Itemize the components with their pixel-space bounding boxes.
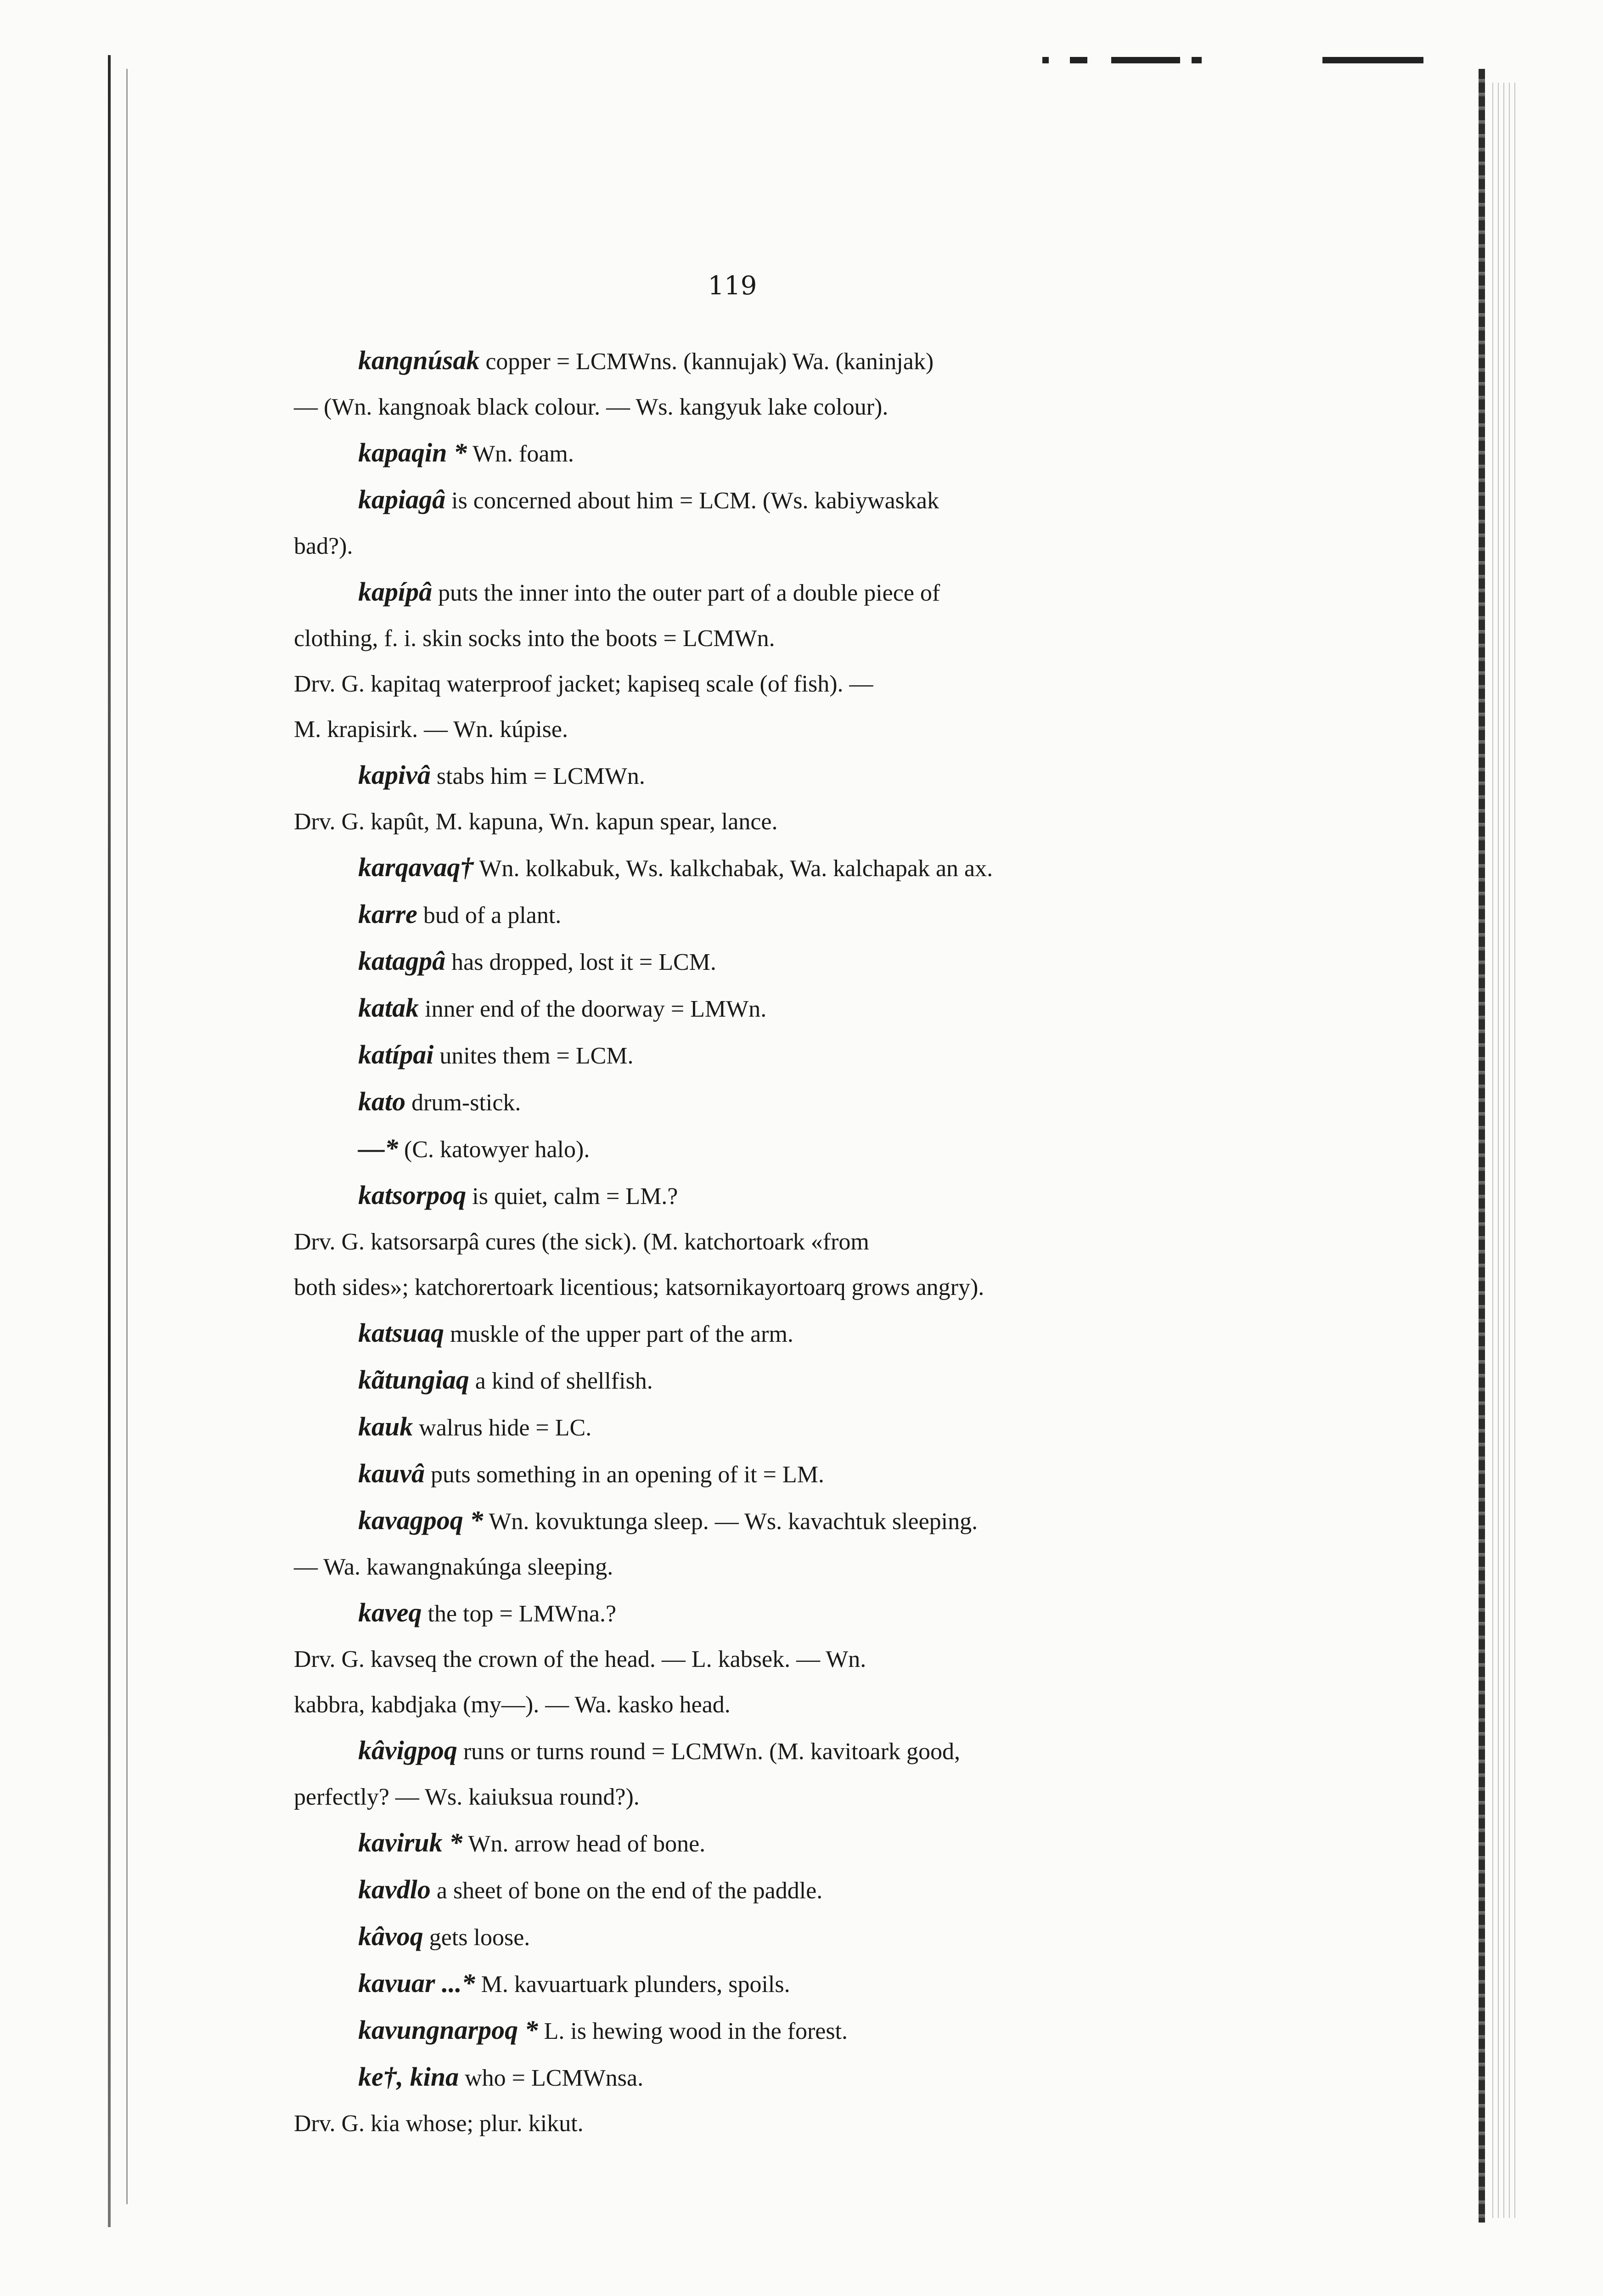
headword: kapaqin * [358,438,467,467]
entry-first-line [294,1125,1176,1172]
entry-first-line [294,1172,1176,1219]
entry-first-line [294,430,1176,477]
headword: kavuar ...* [358,1968,475,1998]
headword: katak [358,993,419,1023]
definition-text: Wn. arrow head of bone. [468,1831,706,1857]
entry-first-line [294,1497,1176,1544]
dictionary-entry [294,1590,1176,1728]
headword: kapiagâ [358,484,446,514]
entry-first-line [294,1451,1176,1497]
entry-first-line [294,1590,1176,1637]
headword: kavungnarpoq * [358,2015,538,2045]
entry-first-line [294,2007,1176,2054]
dictionary-entry [294,891,1176,938]
definition-text: drum-stick. [411,1090,521,1116]
definition-text: — (Wn. kangnoak black colour. — Ws. kangyuk lake colour). [294,394,889,420]
dictionary-entry [294,1497,1176,1590]
entry-first-line [294,844,1176,891]
definition-text: both sides»; katchorertoark licentious; katsornikayortoarq grows angry). [294,1274,984,1300]
definition-text: Drv. G. kia whose; plur. kikut. [294,2110,584,2137]
dictionary-entry [294,1310,1176,1357]
headword: —* [358,1133,398,1163]
page-edge-right-texture [1488,83,1520,2218]
definition-text: walrus hide = LC. [419,1415,592,1441]
definition-text: Drv. G. kapût, M. kapuna, Wn. kapun spear, lance. [294,809,778,835]
entry-first-line [294,1728,1176,1774]
headword: katípai [358,1040,434,1069]
definition-text: M. krapisirk. — Wn. kúpise. [294,716,568,743]
dictionary-entry [294,1125,1176,1172]
entry-first-line [294,1357,1176,1404]
headword: kapípâ [358,577,433,607]
definition-text: inner end of the doorway = LMWn. [425,996,767,1022]
dictionary-entry [294,1820,1176,1867]
dictionary-entry [294,2007,1176,2054]
entry-continuation-line [294,523,1176,569]
dictionary-entry [294,477,1176,569]
definition-text: copper = LCMWns. (kannujak) Wa. (kaninjak) [485,349,934,375]
entry-continuation-line [294,1265,1176,1310]
entry-continuation-line [294,2101,1176,2146]
headword: kaveq [358,1598,422,1627]
scan-marks-top [1033,54,1483,68]
definition-text: perfectly? — Ws. kaiuksua round?). [294,1784,640,1810]
definition-text: runs or turns round = LCMWn. (M. kavitoark good, [463,1739,961,1765]
headword: kato [358,1086,406,1116]
dictionary-entry [294,430,1176,477]
dictionary-entry [294,1079,1176,1125]
page-edge-left-inner [126,69,128,2204]
entry-first-line [294,1079,1176,1125]
entry-continuation-line [294,799,1176,844]
entry-continuation-line [294,616,1176,661]
dictionary-entry [294,1032,1176,1079]
headword: kãtungiaq [358,1365,469,1395]
dictionary-entry [294,844,1176,891]
entry-continuation-line [294,1774,1176,1820]
dictionary-entry [294,1913,1176,1960]
headword: kapivâ [358,760,431,790]
dictionary-entry [294,569,1176,752]
entry-first-line [294,891,1176,938]
definition-text: bud of a plant. [423,902,562,929]
headword: ke†, kina [358,2062,459,2092]
definition-text: Drv. G. kavseq the crown of the head. — L. kabsek. — Wn. [294,1646,866,1672]
definition-text: stabs him = LCMWn. [436,763,645,789]
entry-first-line [294,338,1176,384]
definition-text: puts the inner into the outer part of a double piece of [438,580,940,606]
definition-text: bad?). [294,533,353,559]
entry-first-line [294,1404,1176,1451]
headword: katsorpoq [358,1180,467,1210]
definition-text: clothing, f. i. skin socks into the boots = LCMWn. [294,625,775,652]
dictionary-entry [294,752,1176,844]
definition-text: a sheet of bone on the end of the paddle. [436,1878,823,1904]
definition-text: unites them = LCM. [439,1043,634,1069]
definition-text: puts something in an opening of it = LM. [431,1462,824,1488]
entry-first-line [294,1310,1176,1357]
dictionary-entry [294,1867,1176,1913]
dictionary-entry [294,985,1176,1032]
dictionary-entry [294,1404,1176,1451]
entry-first-line [294,1867,1176,1913]
headword: kaviruk * [358,1828,463,1857]
definition-text: who = LCMWnsa. [465,2065,644,2091]
headword: karqavaq† [358,852,474,882]
definition-text: — Wa. kawangnakúnga sleeping. [294,1554,613,1580]
definition-text: gets loose. [429,1925,530,1951]
dictionary-entry [294,338,1176,430]
page-number: 119 [708,271,757,301]
entry-continuation-line [294,1682,1176,1728]
page-edge-left [108,55,111,2227]
entry-continuation-line [294,1219,1176,1265]
dictionary-body [294,338,1176,2146]
page-edge-right [1479,69,1485,2223]
dictionary-entry [294,1728,1176,1820]
dictionary-entry [294,1960,1176,2007]
definition-text: Drv. G. kapitaq waterproof jacket; kapiseq scale (of fish). — [294,671,873,697]
entry-continuation-line [294,707,1176,752]
dictionary-entry [294,1357,1176,1404]
headword: kâvoq [358,1921,423,1951]
entry-first-line [294,569,1176,616]
definition-text: is concerned about him = LCM. (Ws. kabiywaskak [451,488,939,514]
headword: kâvigpoq [358,1735,457,1765]
headword: kauvâ [358,1458,425,1488]
definition-text: L. is hewing wood in the forest. [544,2018,848,2044]
entry-first-line [294,1960,1176,2007]
definition-text: a kind of shellfish. [475,1368,653,1394]
dictionary-entry [294,938,1176,985]
entry-first-line [294,752,1176,799]
headword: kavagpoq * [358,1505,484,1535]
entry-continuation-line [294,384,1176,430]
definition-text: (C. katowyer halo). [404,1137,590,1163]
definition-text: M. kavuartuark plunders, spoils. [481,1971,790,1998]
entry-first-line [294,938,1176,985]
entry-continuation-line [294,1544,1176,1590]
entry-continuation-line [294,661,1176,707]
entry-first-line [294,1820,1176,1867]
dictionary-entry [294,1451,1176,1497]
definition-text: kabbra, kabdjaka (my—). — Wa. kasko head. [294,1692,731,1718]
headword: kangnúsak [358,345,480,375]
definition-text: muskle of the upper part of the arm. [450,1321,793,1347]
dictionary-entry [294,1172,1176,1310]
entry-first-line [294,1913,1176,1960]
definition-text: is quiet, calm = LM.? [472,1183,678,1210]
entry-first-line [294,2054,1176,2101]
definition-text: has dropped, lost it = LCM. [451,949,716,975]
entry-first-line [294,477,1176,523]
headword: kauk [358,1412,413,1441]
headword: katagpâ [358,946,446,976]
entry-first-line [294,1032,1176,1079]
definition-text: Wn. foam. [472,441,574,467]
dictionary-entry [294,2054,1176,2146]
headword: kavdlo [358,1874,431,1904]
definition-text: Wn. kovuktunga sleep. — Ws. kavachtuk sleeping. [489,1508,978,1535]
definition-text: the top = LMWna.? [427,1601,617,1627]
entry-continuation-line [294,1637,1176,1682]
definition-text: Wn. kolkabuk, Ws. kalkchabak, Wa. kalchapak an ax. [479,855,993,882]
headword: karre [358,899,417,929]
entry-first-line [294,985,1176,1032]
definition-text: Drv. G. katsorsarpâ cures (the sick). (M. katchortoark «from [294,1229,869,1255]
headword: katsuaq [358,1318,444,1348]
